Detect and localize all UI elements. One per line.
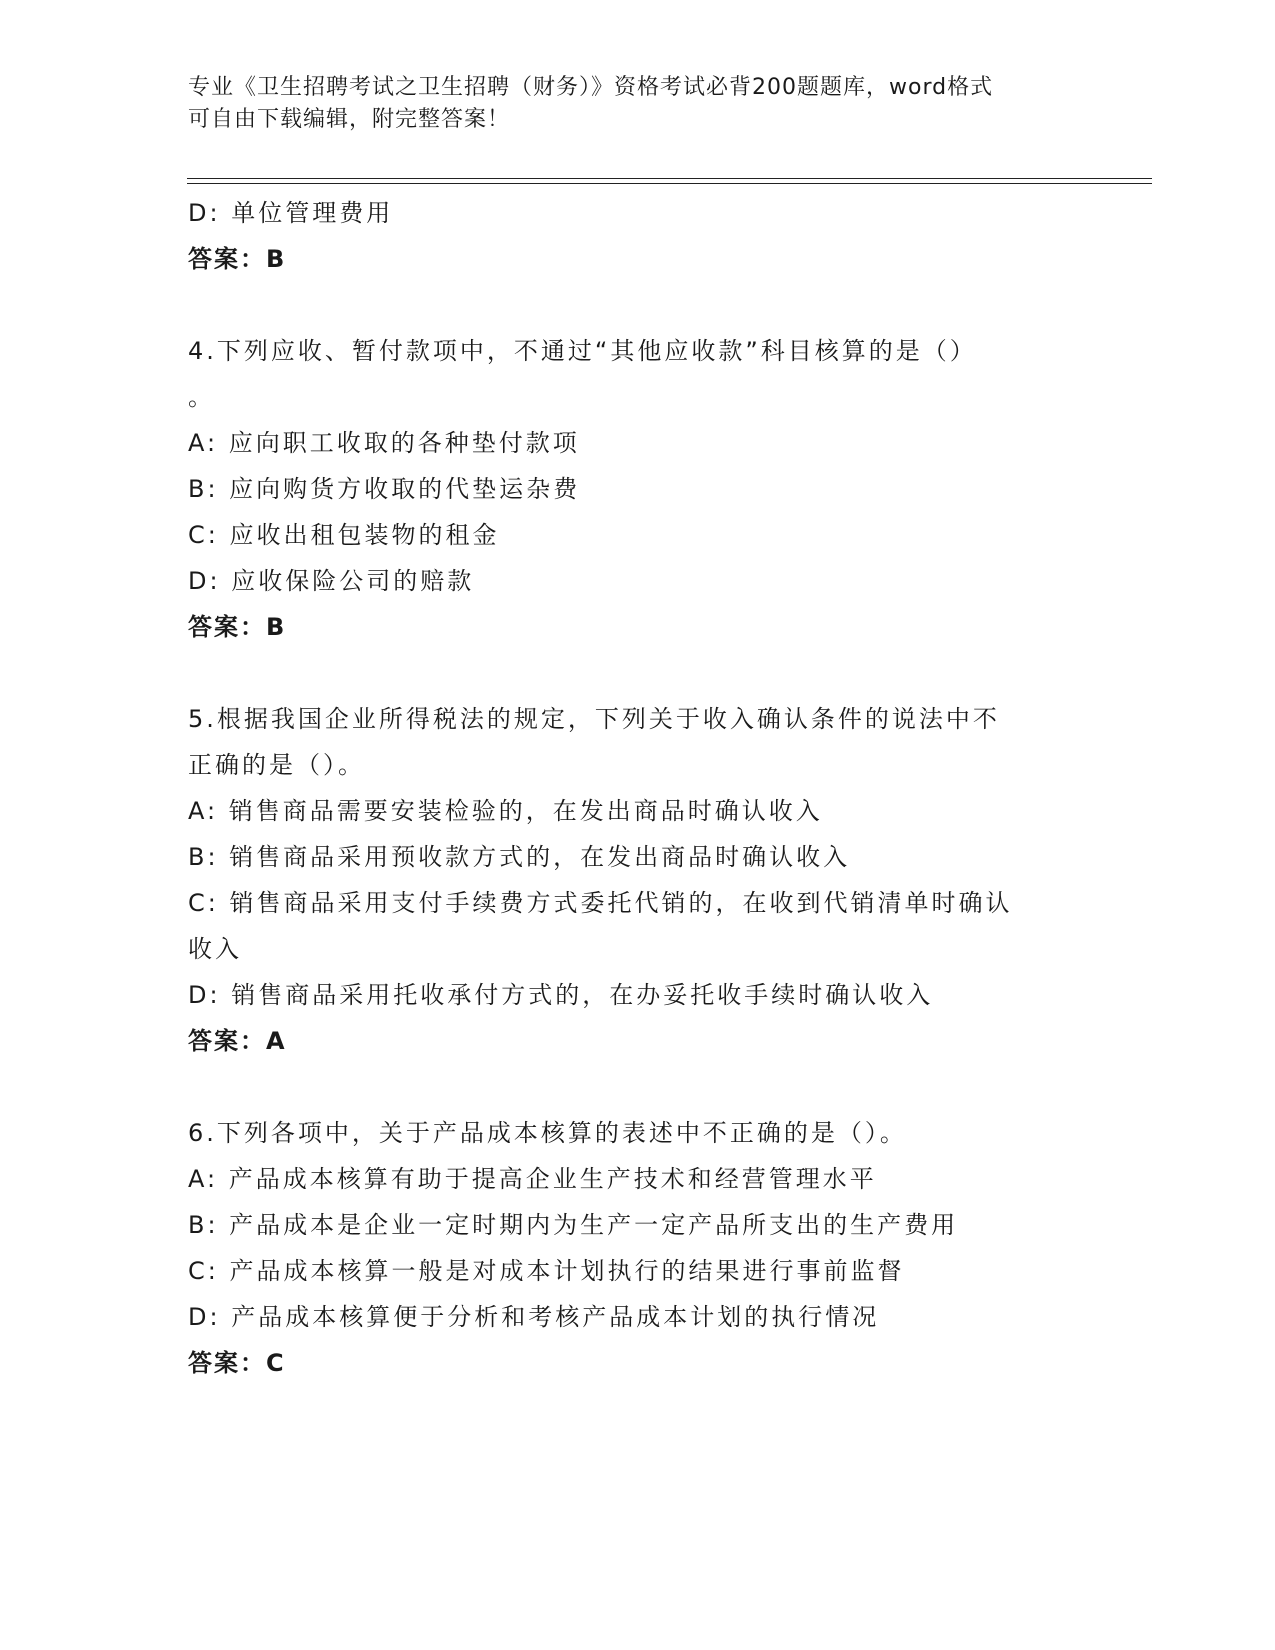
header-line-2: 可自由下载编辑，附完整答案！ — [188, 107, 511, 132]
option-d: D: 单位管理费用 — [188, 199, 394, 227]
header-rule-bottom — [187, 183, 1152, 184]
option-a: A: 应向职工收取的各种垫付款项 — [188, 429, 580, 457]
option-c-continued: 收入 — [188, 935, 242, 963]
option-b: B: 产品成本是企业一定时期内为生产一定产品所支出的生产费用 — [188, 1211, 959, 1239]
option-c: C: 销售商品采用支付手续费方式委托代销的，在收到代销清单时确认 — [188, 889, 1013, 917]
previous-question-fragment — [188, 190, 1088, 282]
option-a: A: 产品成本核算有助于提高企业生产技术和经营管理水平 — [188, 1165, 877, 1193]
option-b: B: 销售商品采用预收款方式的，在发出商品时确认收入 — [188, 843, 851, 871]
question-stem-continued: 。 — [188, 383, 215, 411]
question-list — [188, 190, 1088, 1386]
answer-line: 答案：B — [188, 613, 287, 641]
option-b: B: 应向购货方收取的代垫运杂费 — [188, 475, 581, 503]
answer-line: 答案：B — [188, 245, 287, 273]
header-line-1: 专业《卫生招聘考试之卫生招聘（财务）》资格考试必背200题题库，word格式 — [188, 75, 994, 100]
option-c: C: 应收出租包装物的租金 — [188, 521, 500, 549]
option-c: C: 产品成本核算一般是对成本计划执行的结果进行事前监督 — [188, 1257, 905, 1285]
question-4 — [188, 328, 1088, 650]
option-d: D: 产品成本核算便于分析和考核产品成本计划的执行情况 — [188, 1303, 880, 1331]
answer-line: 答案：C — [188, 1349, 286, 1377]
option-a: A: 销售商品需要安装检验的，在发出商品时确认收入 — [188, 797, 823, 825]
question-6 — [188, 1110, 1088, 1386]
answer-line: 答案：A — [188, 1027, 287, 1055]
question-stem: 5.根据我国企业所得税法的规定，下列关于收入确认条件的说法中不 — [188, 705, 1000, 733]
option-d: D: 应收保险公司的赔款 — [188, 567, 475, 595]
option-d: D: 销售商品采用托收承付方式的，在办妥托收手续时确认收入 — [188, 981, 934, 1009]
question-stem-continued: 正确的是（）。 — [188, 751, 365, 779]
question-stem: 6.下列各项中，关于产品成本核算的表述中不正确的是（）。 — [188, 1119, 907, 1147]
question-stem: 4.下列应收、暂付款项中，不通过“其他应收款”科目核算的是（） — [188, 337, 977, 365]
question-5 — [188, 696, 1088, 1064]
header-rule-top — [187, 178, 1152, 179]
document-header — [188, 72, 1088, 136]
